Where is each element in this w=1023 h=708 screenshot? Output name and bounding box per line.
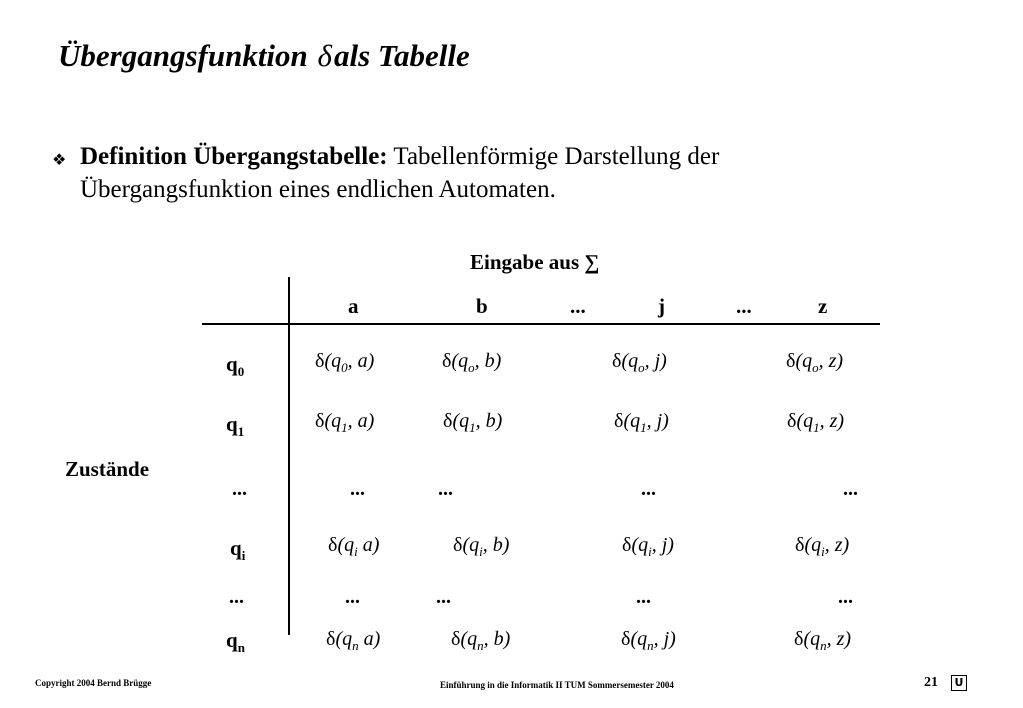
table-cell: $\delta(q_n$, j) [621,628,676,653]
table-cell: $\delta(q_i$, b) [453,534,510,559]
table-cell: $\delta(q_1$, j) [614,410,669,435]
table-cell: $\delta(q_i$ a) [328,534,380,559]
table-cell-dots: ... [438,478,453,500]
column-header-dots-1: ... [570,294,586,318]
column-header-dots-2: ... [736,294,752,318]
table-cell-dots: ... [345,586,360,608]
table-cell-dots: ... [350,478,365,500]
title-prefix: Übergangsfunktion [58,38,308,73]
table-cell: $\delta(q_i$, j) [622,534,674,559]
table-horizontal-rule [202,323,880,325]
table-cell: $\delta(q_o$, b) [442,350,502,375]
column-header-a: a [348,294,359,318]
table-cell: $\delta(q_o$, j) [612,350,667,375]
table-cell: $\delta(q_i$, z) [795,534,850,559]
table-cell-dots: ... [838,586,853,608]
table-cell: $\delta(q_n$, z) [794,628,852,653]
table-cell-dots: ... [436,586,451,608]
page-number: 21 [924,675,938,690]
table-cell-dots: ... [641,478,656,500]
row-label-q0: $q_0$ [226,352,245,380]
title-suffix: als Tabelle [333,38,470,73]
table-cell: $\delta(q_n$, b) [451,628,511,653]
column-header-j: j [658,294,665,318]
footer-copyright: Copyright 2004 Bernd Brügge [35,678,152,688]
table-cell: $\delta(q_1$, a) [315,410,375,435]
column-header-z: z [818,294,828,318]
row-label-dots-1: ... [232,478,247,500]
table-cell: $\delta(q_1$, b) [443,410,503,435]
table-cell: $\delta(q_1$, z) [787,410,845,435]
column-header-b: b [476,294,488,318]
states-label: Zustände [65,457,150,481]
tum-logo-icon: U [951,675,967,691]
row-label-qi: $q_i$ [230,536,246,564]
table-cell-dots: ... [843,478,858,500]
title-delta-symbol: δ [317,38,332,73]
definition-term: Definition Übergangstabelle: [80,143,388,170]
table-cell-dots: ... [636,586,651,608]
row-label-q1: $q_1$ [226,412,245,440]
diamond-bullet-icon: ❖ [52,150,67,169]
table-cell: $\delta(q_0$, a) [315,350,375,375]
definition-text: Tabellenförmige Darstellung der Übergangsfunktion eines endlichen Automaten. [80,143,720,203]
table-cell: $\delta(q_n$ a) [326,628,381,653]
input-alphabet-header: Eingabe aus ∑ [470,250,600,274]
row-label-dots-2: ... [229,586,244,608]
row-label-qn: $q_n$ [226,628,245,656]
definition-paragraph [80,140,910,206]
footer-course: Einführung in die Informatik II TUM Sommersemester 2004 [440,680,674,690]
slide-title [58,38,470,74]
table-cell: $\delta(q_o$, z) [786,350,844,375]
table-vertical-rule [288,277,290,635]
